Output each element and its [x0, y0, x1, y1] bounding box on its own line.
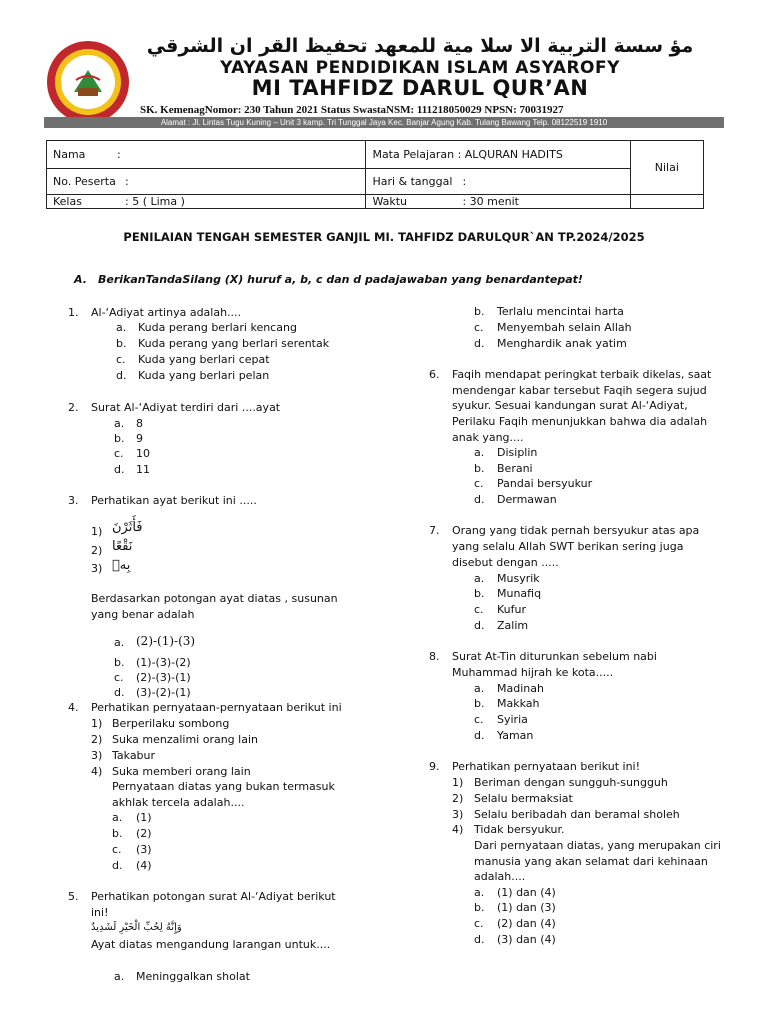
q8-b-letter: b. — [474, 697, 485, 710]
q7-line3: disebut dengan ..... — [452, 556, 559, 569]
arabic-title: مؤ سسة التربية الا سلا مية للمعهد تحفيظ القر ان الشرقي — [146, 35, 694, 57]
q2-a-letter: a. — [114, 417, 125, 430]
q2-text: Surat Al-‘Adiyat terdiri dari ....ayat — [91, 401, 281, 414]
school-logo — [46, 40, 130, 124]
q4-statement3: Takabur — [112, 749, 156, 762]
q3-option-b[interactable]: (1)-(3)-(2) — [136, 656, 191, 669]
nama-colon: : — [117, 148, 121, 161]
q5-b-letter: b. — [474, 305, 485, 318]
q6-line5: anak yang.... — [452, 431, 524, 444]
q8-option-d[interactable]: Yaman — [497, 729, 534, 742]
q8-line1: Surat At-Tin diturunkan sebelum nabi — [452, 650, 657, 663]
q4-mark2: 2) — [91, 733, 103, 746]
q7-number: 7. — [429, 524, 440, 537]
sk-line: SK. KemenagNomor: 230 Tahun 2021 Status SwastaNSM: 111218050029 NPSN: 70031927 — [140, 104, 564, 116]
nama-cell — [47, 141, 366, 169]
q5-text: Perhatikan potongan surat Al-‘Adiyat berikut — [91, 890, 336, 903]
q6-number: 6. — [429, 368, 440, 381]
q3-option-d[interactable]: (3)-(2)-(1) — [136, 686, 191, 699]
q1-d-letter: d. — [116, 369, 127, 382]
peserta-colon: : — [125, 175, 129, 188]
q9-statement2: Selalu bermaksiat — [474, 792, 573, 805]
q6-line3: syukur. Sesuai kandungan surat Al-‘Adiyat, — [452, 399, 688, 412]
q7-option-d[interactable]: Zalim — [497, 619, 529, 632]
peserta-cell — [47, 169, 366, 195]
q4-mark1: 1) — [91, 717, 103, 730]
q9-c-letter: c. — [474, 917, 484, 930]
q3-item2-arabic: نَقْعًا — [112, 539, 133, 554]
q5-option-d[interactable]: Menghardik anak yatim — [497, 337, 627, 350]
q3-item2-number: 2) — [91, 544, 103, 557]
q9-mark4: 4) — [452, 823, 464, 836]
nilai-cell — [630, 141, 703, 195]
q6-d-letter: d. — [474, 493, 485, 506]
q3-a-letter: a. — [114, 636, 125, 649]
address-bar: Alamat : Jl. Lintas Tugu Kuning – Unit 3 kamp. Tri Tunggal Jaya Kec. Banjar Agung Kab. Tulang Bawang Telp. 08122519 1910 — [44, 117, 724, 128]
kelas-value: : 5 ( Lima ) — [125, 194, 185, 208]
q6-option-d[interactable]: Dermawan — [497, 493, 557, 506]
q2-option-d[interactable]: 11 — [136, 463, 150, 476]
q4-a-letter: a. — [112, 811, 123, 824]
q1-b-letter: b. — [116, 337, 127, 350]
empty-cell — [630, 195, 703, 209]
q9-d-letter: d. — [474, 933, 485, 946]
q3-item1-arabic: فَأَثَرْنَ — [112, 520, 143, 535]
q8-option-a[interactable]: Madinah — [497, 682, 544, 695]
q8-c-letter: c. — [474, 713, 484, 726]
exam-title: PENILAIAN TENGAH SEMESTER GANJIL MI. TAHFIDZ DARULQUR`AN TP.2024/2025 — [123, 230, 645, 244]
kelas-cell — [47, 195, 366, 209]
logo-emblem-icon — [46, 40, 130, 124]
q2-option-b[interactable]: 9 — [136, 432, 143, 445]
q4-question-line1: Pernyataan diatas yang bukan termasuk — [112, 780, 335, 793]
q4-text: Perhatikan pernyataan-pernyataan berikut ini — [91, 701, 342, 714]
q3-item1-number: 1) — [91, 525, 103, 538]
kelas-label: Kelas — [53, 194, 82, 208]
q3-text2a: Berdasarkan potongan ayat diatas , susunan — [91, 592, 338, 605]
q5-c-letter: c. — [474, 321, 484, 334]
q9-option-b[interactable]: (1) dan (3) — [497, 901, 556, 914]
q9-para3: adalah.... — [474, 870, 526, 883]
q5-arabic-verse: وَإِنَّهُ لِحُبِّ الْخَيْرِ لَشَدِيدٌ — [91, 922, 182, 933]
q9-para2: manusia yang akan selamat dari kehinaan — [474, 855, 708, 868]
q9-statement1: Beriman dengan sungguh-sungguh — [474, 776, 668, 789]
q6-option-a[interactable]: Disiplin — [497, 446, 538, 459]
q4-mark4: 4) — [91, 765, 103, 778]
q9-option-d[interactable]: (3) dan (4) — [497, 933, 556, 946]
q5-text-b: ini! — [91, 906, 109, 919]
q8-option-c[interactable]: Syiria — [497, 713, 528, 726]
q7-option-a[interactable]: Musyrik — [497, 572, 540, 585]
q4-option-a[interactable]: (1) — [136, 811, 152, 824]
q6-b-letter: b. — [474, 462, 485, 475]
q4-statement4: Suka memberi orang lain — [112, 765, 251, 778]
q1-option-b[interactable]: Kuda perang yang berlari serentak — [138, 337, 330, 350]
q5-option-a[interactable]: Meninggalkan sholat — [136, 970, 250, 983]
q4-number: 4. — [68, 701, 79, 714]
q2-c-letter: c. — [114, 447, 124, 460]
q8-option-b[interactable]: Makkah — [497, 697, 540, 710]
waktu-label: Waktu — [372, 194, 408, 208]
hari-colon: : — [462, 175, 467, 188]
q9-line1: Perhatikan pernyataan berikut ini! — [452, 760, 641, 773]
q9-statement3: Selalu beribadah dan beramal sholeh — [474, 808, 680, 821]
hari-cell — [366, 169, 630, 195]
q5-number: 5. — [68, 890, 79, 903]
q3-item3-arabic: بِهٖ — [112, 558, 131, 573]
peserta-label: No. Peserta — [53, 175, 116, 188]
q1-a-letter: a. — [116, 321, 127, 334]
mapel-cell — [366, 141, 630, 169]
q6-a-letter: a. — [474, 446, 485, 459]
q9-para1: Dari pernyataan diatas, yang merupakan ciri — [474, 839, 721, 852]
q6-line4: Perilaku Faqih menunjukkan bahwa dia adalah — [452, 415, 708, 428]
q9-mark3: 3) — [452, 808, 464, 821]
foundation-name: YAYASAN PENDIDIKAN ISLAM ASYAROFY — [220, 58, 620, 78]
q1-text: Al-‘Adiyat artinya adalah.... — [91, 306, 242, 319]
q5-text2: Ayat diatas mengandung larangan untuk.... — [91, 938, 331, 951]
q7-option-c[interactable]: Kufur — [497, 603, 527, 616]
q8-a-letter: a. — [474, 682, 485, 695]
q4-question-line2: akhlak tercela adalah.... — [112, 796, 245, 809]
q6-line2: mendengar kabar tersebut Faqih segera sujud — [452, 384, 707, 397]
q9-mark2: 2) — [452, 792, 464, 805]
q2-d-letter: d. — [114, 463, 125, 476]
q4-statement1: Berperilaku sombong — [112, 717, 230, 730]
q8-line2: Muhammad hijrah ke kota..... — [452, 666, 614, 679]
q2-option-a[interactable]: 8 — [136, 417, 143, 430]
q4-option-c[interactable]: (3) — [136, 843, 152, 856]
q6-option-b[interactable]: Berani — [497, 462, 533, 475]
q7-line1: Orang yang tidak pernah bersyukur atas apa — [452, 524, 700, 537]
instruction-letter: A. — [74, 273, 87, 286]
q4-d-letter: d. — [112, 859, 123, 872]
q4-option-d[interactable]: (4) — [136, 859, 152, 872]
hari-label: Hari & tanggal — [372, 175, 453, 188]
q1-option-d[interactable]: Kuda yang berlari pelan — [138, 369, 270, 382]
q2-option-c[interactable]: 10 — [136, 447, 150, 460]
mapel-label: Mata Pelajaran : — [372, 148, 462, 161]
q4-mark3: 3) — [91, 749, 103, 762]
q9-mark1: 1) — [452, 776, 464, 789]
q7-line2: yang selalu Allah SWT berikan sering juga — [452, 540, 684, 553]
q4-b-letter: b. — [112, 827, 123, 840]
instruction — [74, 273, 583, 286]
q9-a-letter: a. — [474, 886, 485, 899]
q3-b-letter: b. — [114, 656, 125, 669]
q5-option-c[interactable]: Menyembah selain Allah — [497, 321, 632, 334]
q5-a-letter: a. — [114, 970, 125, 983]
q4-option-b[interactable]: (2) — [136, 827, 152, 840]
q3-c-letter: c. — [114, 671, 124, 684]
q3-option-c[interactable]: (2)-(3)-(1) — [136, 671, 191, 684]
q8-number: 8. — [429, 650, 440, 663]
q5-d-letter: d. — [474, 337, 485, 350]
q3-number: 3. — [68, 494, 79, 507]
q1-option-c[interactable]: Kuda yang berlari cepat — [138, 353, 270, 366]
q2-number: 2. — [68, 401, 79, 414]
q3-text: Perhatikan ayat berikut ini ..... — [91, 494, 257, 507]
q3-d-letter: d. — [114, 686, 125, 699]
q3-option-a[interactable]: (2)-(1)-(3) — [136, 634, 196, 648]
q2-b-letter: b. — [114, 432, 125, 445]
q9-option-c[interactable]: (2) dan (4) — [497, 917, 556, 930]
q7-option-b[interactable]: Munafiq — [497, 587, 542, 600]
student-info-table — [46, 140, 704, 209]
nama-label: Nama — [53, 148, 86, 161]
q6-c-letter: c. — [474, 477, 484, 490]
mapel-value: ALQURAN HADITS — [464, 148, 563, 161]
nilai-label: Nilai — [654, 161, 679, 174]
q7-c-letter: c. — [474, 603, 484, 616]
waktu-cell — [366, 195, 630, 209]
q7-d-letter: d. — [474, 619, 485, 632]
q7-a-letter: a. — [474, 572, 485, 585]
q9-statement4: Tidak bersyukur. — [474, 823, 565, 836]
q9-number: 9. — [429, 760, 440, 773]
instruction-text: BerikanTandaSilang (X) huruf a, b, c dan d padajawaban yang benardantepat! — [98, 273, 583, 286]
q9-option-a[interactable]: (1) dan (4) — [497, 886, 556, 899]
school-name: MI TAHFIDZ DARUL QUR’AN — [251, 76, 589, 100]
q4-statement2: Suka menzalimi orang lain — [112, 733, 258, 746]
q5-option-b[interactable]: Terlalu mencintai harta — [497, 305, 624, 318]
q6-option-c[interactable]: Pandai bersyukur — [497, 477, 593, 490]
q7-b-letter: b. — [474, 587, 485, 600]
q9-b-letter: b. — [474, 901, 485, 914]
q6-line1: Faqih mendapat peringkat terbaik dikelas, saat — [452, 368, 712, 381]
q1-number: 1. — [68, 306, 79, 319]
q4-c-letter: c. — [112, 843, 122, 856]
q3-text2b: yang benar adalah — [91, 608, 195, 621]
q1-option-a[interactable]: Kuda perang berlari kencang — [138, 321, 297, 334]
q3-item3-number: 3) — [91, 562, 103, 575]
waktu-value: : 30 menit — [462, 194, 519, 208]
q1-c-letter: c. — [116, 353, 126, 366]
q8-d-letter: d. — [474, 729, 485, 742]
